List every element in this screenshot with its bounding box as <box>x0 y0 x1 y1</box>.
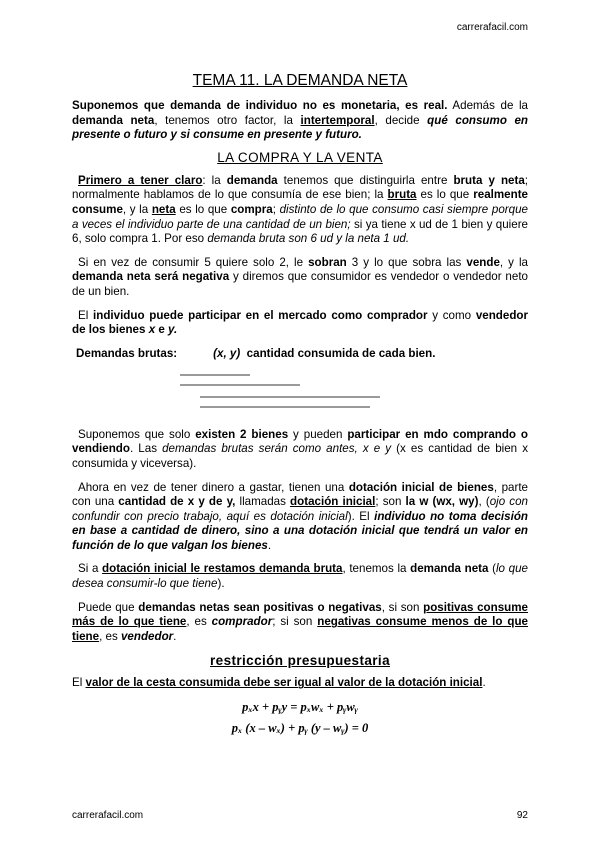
section-heading-compra-venta: LA COMPRA Y LA VENTA <box>217 149 383 165</box>
footer-site: carrerafacil.com <box>72 810 144 821</box>
paragraph-bruta-neta: Primero a tener claro: la demanda tenemos que distinguirla entre bruta y neta; normalmente hablamos de lo que consumía de ese bien; la bruta es lo que realmente consume, y la neta es lo que compra; distinto de lo que consumo casi siempre porque a veces el individuo parte de una cantidad de un bien; si ya tiene x ud de 1 bien y quiere 6, solo compra 1. Por eso demanda bruta son 6 ud y la neta 1 ud. <box>72 173 529 246</box>
blurred-formula-image <box>180 370 380 414</box>
section-heading-restriccion: restricción presupuestaria <box>210 653 390 669</box>
page-title: TEMA 11. LA DEMANDA NETA <box>192 72 408 89</box>
page-content <box>72 72 528 740</box>
paragraph-demanda-neta: Si a dotación inicial le restamos demanda bruta, tenemos la demanda neta (lo que desea consumir-lo que tiene). <box>72 562 528 591</box>
page-number: 92 <box>516 810 528 821</box>
demandas-brutas-line: Demandas brutas: (x, y) cantidad consumida de cada bien. <box>76 346 436 360</box>
paragraph-dotacion: Ahora en vez de tener dinero a gastar, tienen una dotación inicial de bienes, parte con una cantidad de x y de y, llamadas dotación inicial; son la w (wx, wy), (ojo con confundir con precio trabajo, aquí es dotación inicial). El individuo no toma decisión en base a cantidad de dinero, sino a una dotación inicial que tendrá un valor en función de lo que valgan los bienes. <box>72 480 528 552</box>
equation-budget: pₓx + pᵧy = pₓwₓ + pᵧwᵧ <box>242 700 358 715</box>
header-site: carrerafacil.com <box>456 22 528 33</box>
paragraph-positivas-negativas: Puede que demandas netas sean positivas o negativas, si son positivas consume más de lo que tiene, es comprador; si son negativas consume menos de lo que tiene, es vendedor. <box>72 600 529 643</box>
paragraph-valor-cesta: El valor de la cesta consumida debe ser igual al valor de la dotación inicial. <box>72 676 486 690</box>
equation-net-budget: pₓ (x – wₓ) + pᵧ (y – wᵧ) = 0 <box>231 721 369 736</box>
intro-paragraph: Suponemos que demanda de individuo no es monetaria, es real. Además de la demanda neta, tenemos otro factor, la intertemporal, decide qué consumo en presente o futuro y si consume en presente y futuro. <box>72 99 529 142</box>
paragraph-comprador: El individuo puede participar en el mercado como comprador y como vendedor de los bienes x e y. <box>72 308 529 337</box>
paragraph-vendedor: Si en vez de consumir 5 quiere solo 2, le sobran 3 y lo que sobra las vende, y la demanda neta será negativa y diremos que consumidor es vendedor o vendedor neto de un bien. <box>72 255 529 298</box>
paragraph-dos-bienes: Suponemos que solo existen 2 bienes y pueden participar en mdo comprando o vendiendo. Las demandas brutas serán como antes, x e y (x es cantidad de bien x consumida y viceversa). <box>72 427 528 470</box>
